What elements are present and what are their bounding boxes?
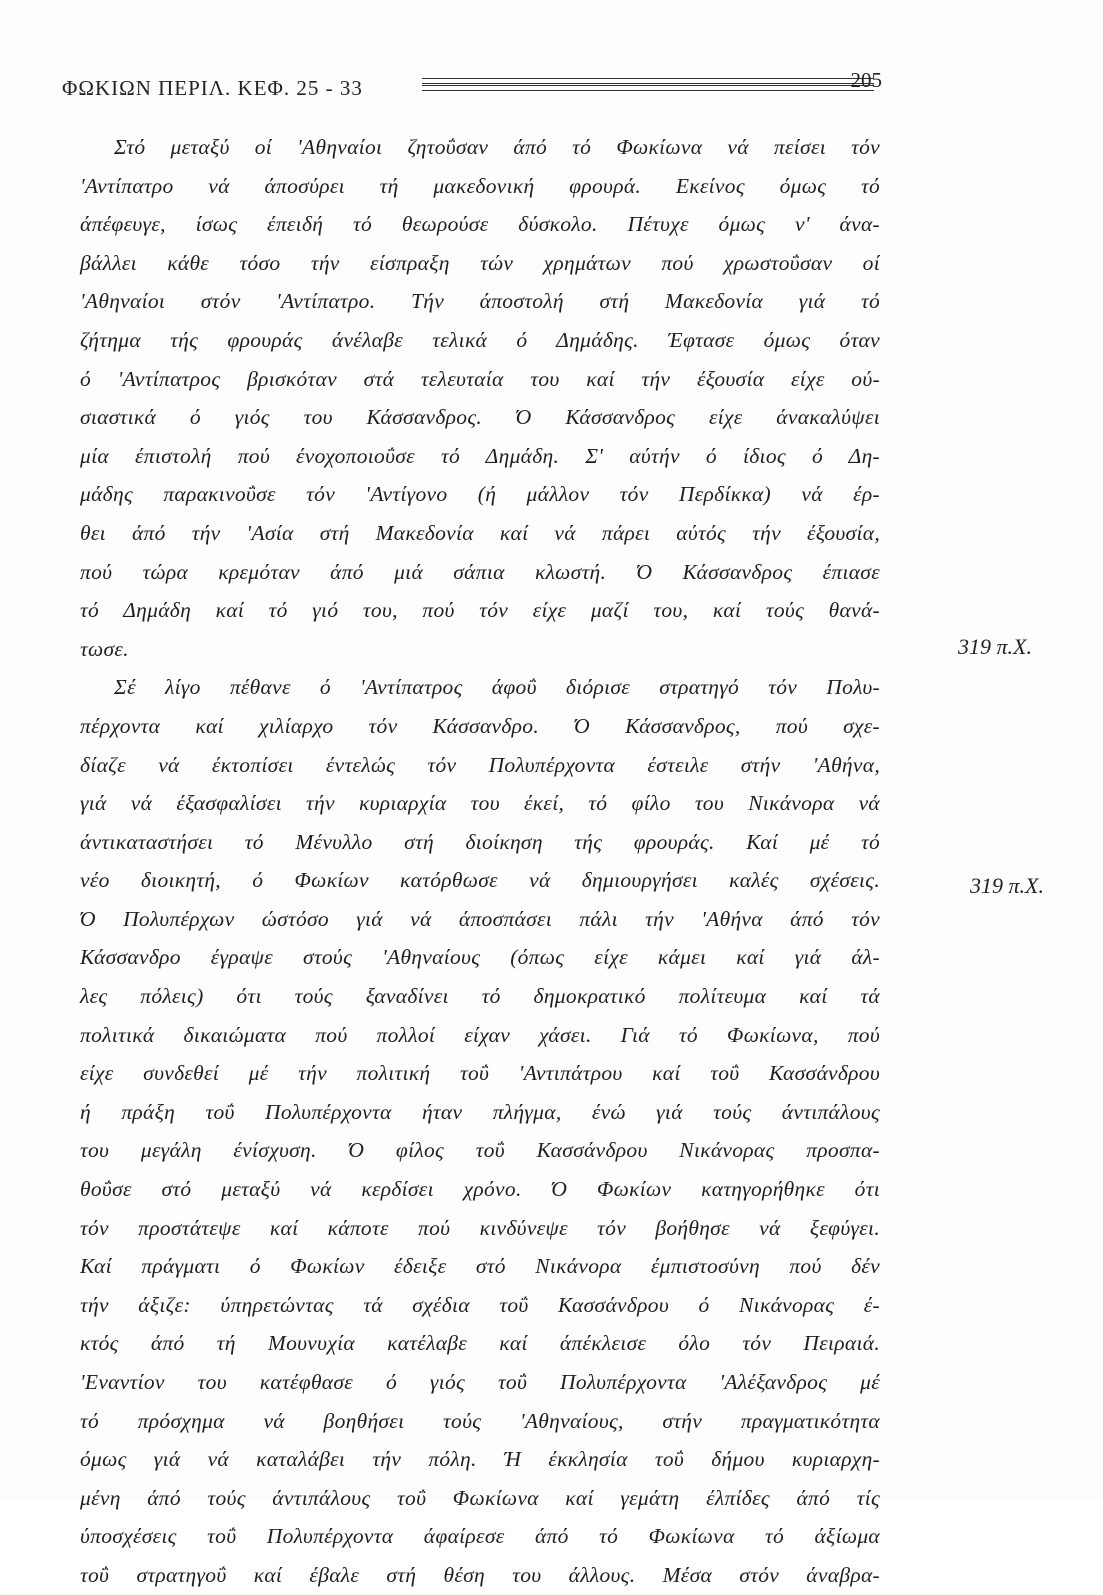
text-line: τωσε. bbox=[80, 636, 129, 661]
text-line: τήν άξιζε: ύπηρετώντας τά σχέδια τοΰ Κασσάνδρου ό Νικάνορας έ- bbox=[80, 1292, 880, 1317]
page-number: 205 bbox=[850, 68, 882, 92]
chapter-title: ΦΩΚΙΩΝ ΠΕΡΙΛ. ΚΕΦ. 25 - 33 bbox=[62, 76, 363, 100]
text-line: μία έπιστολή πού ένοχοποιοΰσε τό Δημάδη. Σ' αύτήν ό ίδιος ό Δη- bbox=[80, 443, 880, 468]
text-line: γιά νά έξασφαλίσει τήν κυριαρχία του έκεί, τό φίλο του Νικάνορα νά bbox=[80, 791, 880, 816]
text-line: κτός άπό τή Μουνυχία κατέλαβε καί άπέκλεισε όλο τόν Πειραιά. bbox=[80, 1331, 880, 1356]
text-line: ύποσχέσεις τοΰ Πολυπέρχοντα άφαίρεσε άπό τό Φωκίωνα τό άξίωμα bbox=[80, 1524, 880, 1549]
text-line: 'Εναντίον του κατέφθασε ό γιός τοΰ Πολυπέρχοντα 'Αλέξανδρος μέ bbox=[80, 1370, 880, 1394]
running-header bbox=[62, 68, 882, 104]
text-line: Κάσσανδρο έγραψε στούς 'Αθηναίους (όπως είχε κάμει καί γιά άλ- bbox=[80, 945, 880, 970]
text-line: θοΰσε στό μεταξύ νά κερδίσει χρόνο. Ό Φωκίων κατηγορήθηκε ότι bbox=[80, 1177, 880, 1202]
text-line: τοΰ στρατηγοΰ καί έβαλε στή θέση του άλλους. Μέσα στόν άναβρα- bbox=[80, 1562, 880, 1587]
text-line: τό πρόσχημα νά βοηθήσει τούς 'Αθηναίους, στήν πραγματικότητα bbox=[80, 1408, 880, 1433]
text-line: πού τώρα κρεμόταν άπό μιά σάπια κλωστή. Ό Κάσσανδρος έπιασε bbox=[80, 559, 880, 584]
margin-note-date: 319 π.Χ. bbox=[970, 873, 1044, 898]
header-rule-bottom bbox=[422, 85, 874, 91]
text-line: μένη άπό τούς άντιπάλους τοΰ Φωκίωνα καί γεμάτη έλπίδες άπό τίς bbox=[80, 1485, 880, 1510]
text-line: ό 'Αντίπατρος βρισκόταν στά τελευταία του καί τήν έξουσία είχε ού- bbox=[80, 366, 880, 391]
text-line: τό Δημάδη καί τό γιό του, πού τόν είχε μαζί του, καί τούς θανά- bbox=[80, 598, 880, 623]
text-line: είχε συνδεθεί μέ τήν πολιτική τοΰ 'Αντιπάτρου καί τοΰ Κασσάνδρου bbox=[80, 1061, 880, 1086]
text-line: Ό Πολυπέρχων ώστόσο γιά νά άποσπάσει πάλι τήν 'Αθήνα άπό τόν bbox=[80, 906, 880, 931]
body-text bbox=[80, 128, 880, 1595]
text-line: Στό μεταξύ οί 'Αθηναίοι ζητοΰσαν άπό τό Φωκίωνα νά πείσει τόν bbox=[114, 135, 880, 159]
text-line: Καί πράγματι ό Φωκίων έδειξε στό Νικάνορα έμπιστοσύνη πού δέν bbox=[80, 1254, 880, 1279]
text-line: όμως γιά νά καταλάβει τήν πόλη. Ή έκκλησία τοΰ δήμου κυριαρχη- bbox=[80, 1447, 880, 1472]
text-line: νέο διοικητή, ό Φωκίων κατόρθωσε νά δημιουργήσει καλές σχέσεις. bbox=[80, 868, 880, 893]
margin-note-date: 319 π.Χ. bbox=[958, 634, 1032, 659]
text-line: πέρχοντα καί χιλίαρχο τόν Κάσσανδρο. Ό Κάσσανδρος, πού σχε- bbox=[80, 713, 880, 738]
text-line: τόν προστάτεψε καί κάποτε πού κινδύνεψε τόν βοήθησε νά ξεφύγει. bbox=[80, 1215, 880, 1240]
text-line: 'Αθηναίοι στόν 'Αντίπατρο. Τήν άποστολή στή Μακεδονία γιά τό bbox=[80, 289, 880, 314]
text-line: μάδης παρακινοΰσε τόν 'Αντίγονο (ή μάλλον τόν Περδίκκα) νά έρ- bbox=[80, 482, 880, 507]
text-line: θει άπό τήν 'Ασία στή Μακεδονία καί νά πάρει αύτός τήν έξουσία, bbox=[80, 520, 880, 545]
text-line: ή πράξη τοΰ Πολυπέρχοντα ήταν πλήγμα, ένώ γιά τούς άντιπάλους bbox=[80, 1099, 880, 1124]
text-line: 'Αντίπατρο νά άποσύρει τή μακεδονική φρουρά. Εκείνος όμως τό bbox=[80, 173, 880, 198]
text-line: του μεγάλη ένίσχυση. Ό φίλος τοΰ Κασσάνδρου Νικάνορας προσπα- bbox=[80, 1138, 880, 1163]
text-line: άπέφευγε, ίσως έπειδή τό θεωρούσε δύσκολο. Πέτυχε όμως ν' άνα- bbox=[80, 212, 880, 237]
text-line: πολιτικά δικαιώματα πού πολλοί είχαν χάσει. Γιά τό Φωκίωνα, πού bbox=[80, 1022, 880, 1047]
text-line: βάλλει κάθε τόσο τήν είσπραξη τών χρημάτων πού χρωστοΰσαν οί bbox=[80, 250, 880, 275]
text-line: δίαζε νά έκτοπίσει έντελώς τόν Πολυπέρχοντα έστειλε στήν 'Αθήνα, bbox=[80, 752, 880, 777]
text-line: ζήτημα τής φρουράς άνέλαβε τελικά ό Δημάδης. Έφτασε όμως όταν bbox=[80, 327, 880, 352]
text-line: Σέ λίγο πέθανε ό 'Αντίπατρος άφοΰ διόρισε στρατηγό τόν Πολυ- bbox=[114, 675, 880, 700]
text-line: άντικαταστήσει τό Μένυλλο στή διοίκηση τής φρουράς. Καί μέ τό bbox=[80, 829, 880, 854]
text-line: λες πόλεις) ότι τούς ξαναδίνει τό δημοκρατικό πολίτευμα καί τά bbox=[80, 984, 880, 1009]
header-rule-top bbox=[422, 78, 874, 84]
text-line: σιαστικά ό γιός του Κάσσανδρος. Ό Κάσσανδρος είχε άνακαλύψει bbox=[80, 405, 880, 430]
